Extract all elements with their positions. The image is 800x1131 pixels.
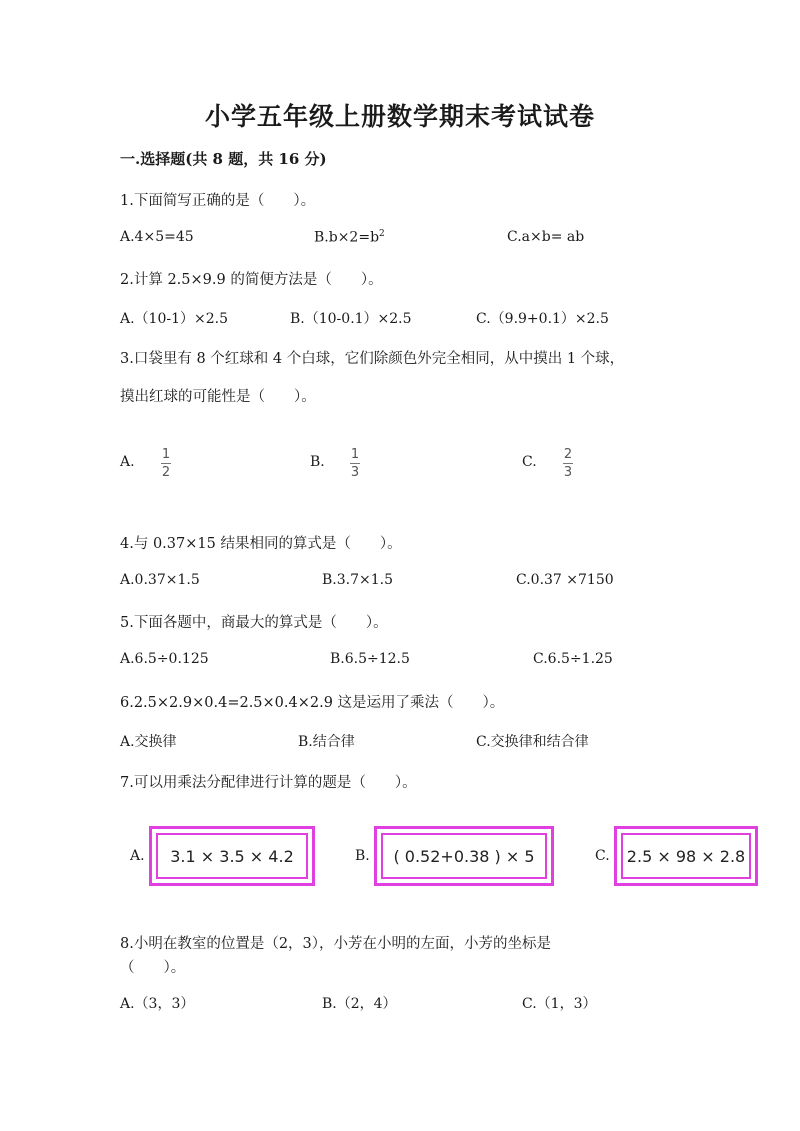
q5-option-a: A.6.5÷0.125 [120, 651, 209, 667]
q3-option-c: C. [522, 454, 537, 470]
q1-option-a: A.4×5=45 [120, 229, 194, 245]
q7-option-c: C. [595, 848, 610, 864]
q7-option-a: A. [130, 848, 145, 864]
question-6: 6.2.5×2.9×0.4=2.5×0.4×2.9 这是运用了乘法（ ）。 [120, 695, 505, 711]
q4-option-a: A.0.37×1.5 [120, 572, 200, 588]
numerator: 1 [350, 447, 360, 462]
q3-fraction-a [161, 448, 171, 479]
denominator: 3 [563, 465, 573, 480]
superscript: 2 [379, 229, 385, 239]
q1-option-b [314, 229, 385, 246]
q7-option-b: B. [355, 848, 370, 864]
q6-option-a: A.交换律 [120, 734, 177, 750]
expression-text: 3.1 × 3.5 × 4.2 [170, 846, 294, 866]
expression-text: ( 0.52+0.38 ) × 5 [393, 846, 535, 866]
q3-fraction-c [563, 448, 573, 479]
q2-option-a: A.（10-1）×2.5 [120, 311, 229, 327]
question-1: 1.下面简写正确的是（ ）。 [120, 193, 316, 209]
q2-option-c: C.（9.9+0.1）×2.5 [476, 311, 609, 327]
denominator: 2 [161, 465, 171, 480]
expression-text: 2.5 × 98 × 2.8 [626, 846, 746, 866]
q1-option-b-text: B.b×2=b [314, 229, 380, 246]
q3-option-a: A. [120, 454, 135, 470]
denominator: 3 [350, 465, 360, 480]
question-5: 5.下面各题中，商最大的算式是（ ）。 [120, 615, 388, 631]
q7-expression-box-a [149, 826, 315, 886]
q2-option-b: B.（10-0.1）×2.5 [290, 311, 412, 327]
q4-option-b: B.3.7×1.5 [322, 572, 393, 588]
question-3-line-1: 3.口袋里有 8 个红球和 4 个白球，它们除颜色外完全相同，从中摸出 1 个球， [120, 351, 625, 367]
q5-option-c: C.6.5÷1.25 [533, 651, 613, 667]
q8-option-b: B.（2，4） [322, 996, 397, 1012]
q8-option-c: C.（1，3） [522, 996, 597, 1012]
section-heading: 一.选择题(共 8 题，共 16 分) [120, 150, 327, 168]
fraction-bar [161, 463, 171, 464]
q7-expression-box-b [374, 826, 554, 886]
question-7: 7.可以用乘法分配律进行计算的题是（ ）。 [120, 775, 417, 791]
q6-option-b: B.结合律 [298, 734, 355, 750]
numerator: 1 [161, 447, 171, 462]
question-2: 2.计算 2.5×9.9 的简便方法是（ ）。 [120, 272, 383, 288]
q3-fraction-b [350, 448, 360, 479]
q3-option-b: B. [310, 454, 325, 470]
q5-option-b: B.6.5÷12.5 [330, 651, 410, 667]
q7-expression-box-c [614, 826, 758, 886]
fraction-bar [350, 463, 360, 464]
page-title: 小学五年级上册数学期末考试试卷 [204, 102, 595, 131]
question-8-line-2: （ ）。 [120, 960, 186, 976]
q4-option-c: C.0.37 ×7150 [516, 572, 614, 588]
q1-option-c: C.a×b= ab [507, 229, 585, 245]
numerator: 2 [563, 447, 573, 462]
fraction-bar [563, 463, 573, 464]
question-4: 4.与 0.37×15 结果相同的算式是（ ）。 [120, 536, 402, 552]
question-3-line-2: 摸出红球的可能性是（ ）。 [120, 389, 316, 405]
q8-option-a: A.（3，3） [120, 996, 195, 1012]
q6-option-c: C.交换律和结合律 [476, 734, 589, 750]
question-8-line-1: 8.小明在教室的位置是（2，3），小芳在小明的左面，小芳的坐标是 [120, 936, 552, 952]
